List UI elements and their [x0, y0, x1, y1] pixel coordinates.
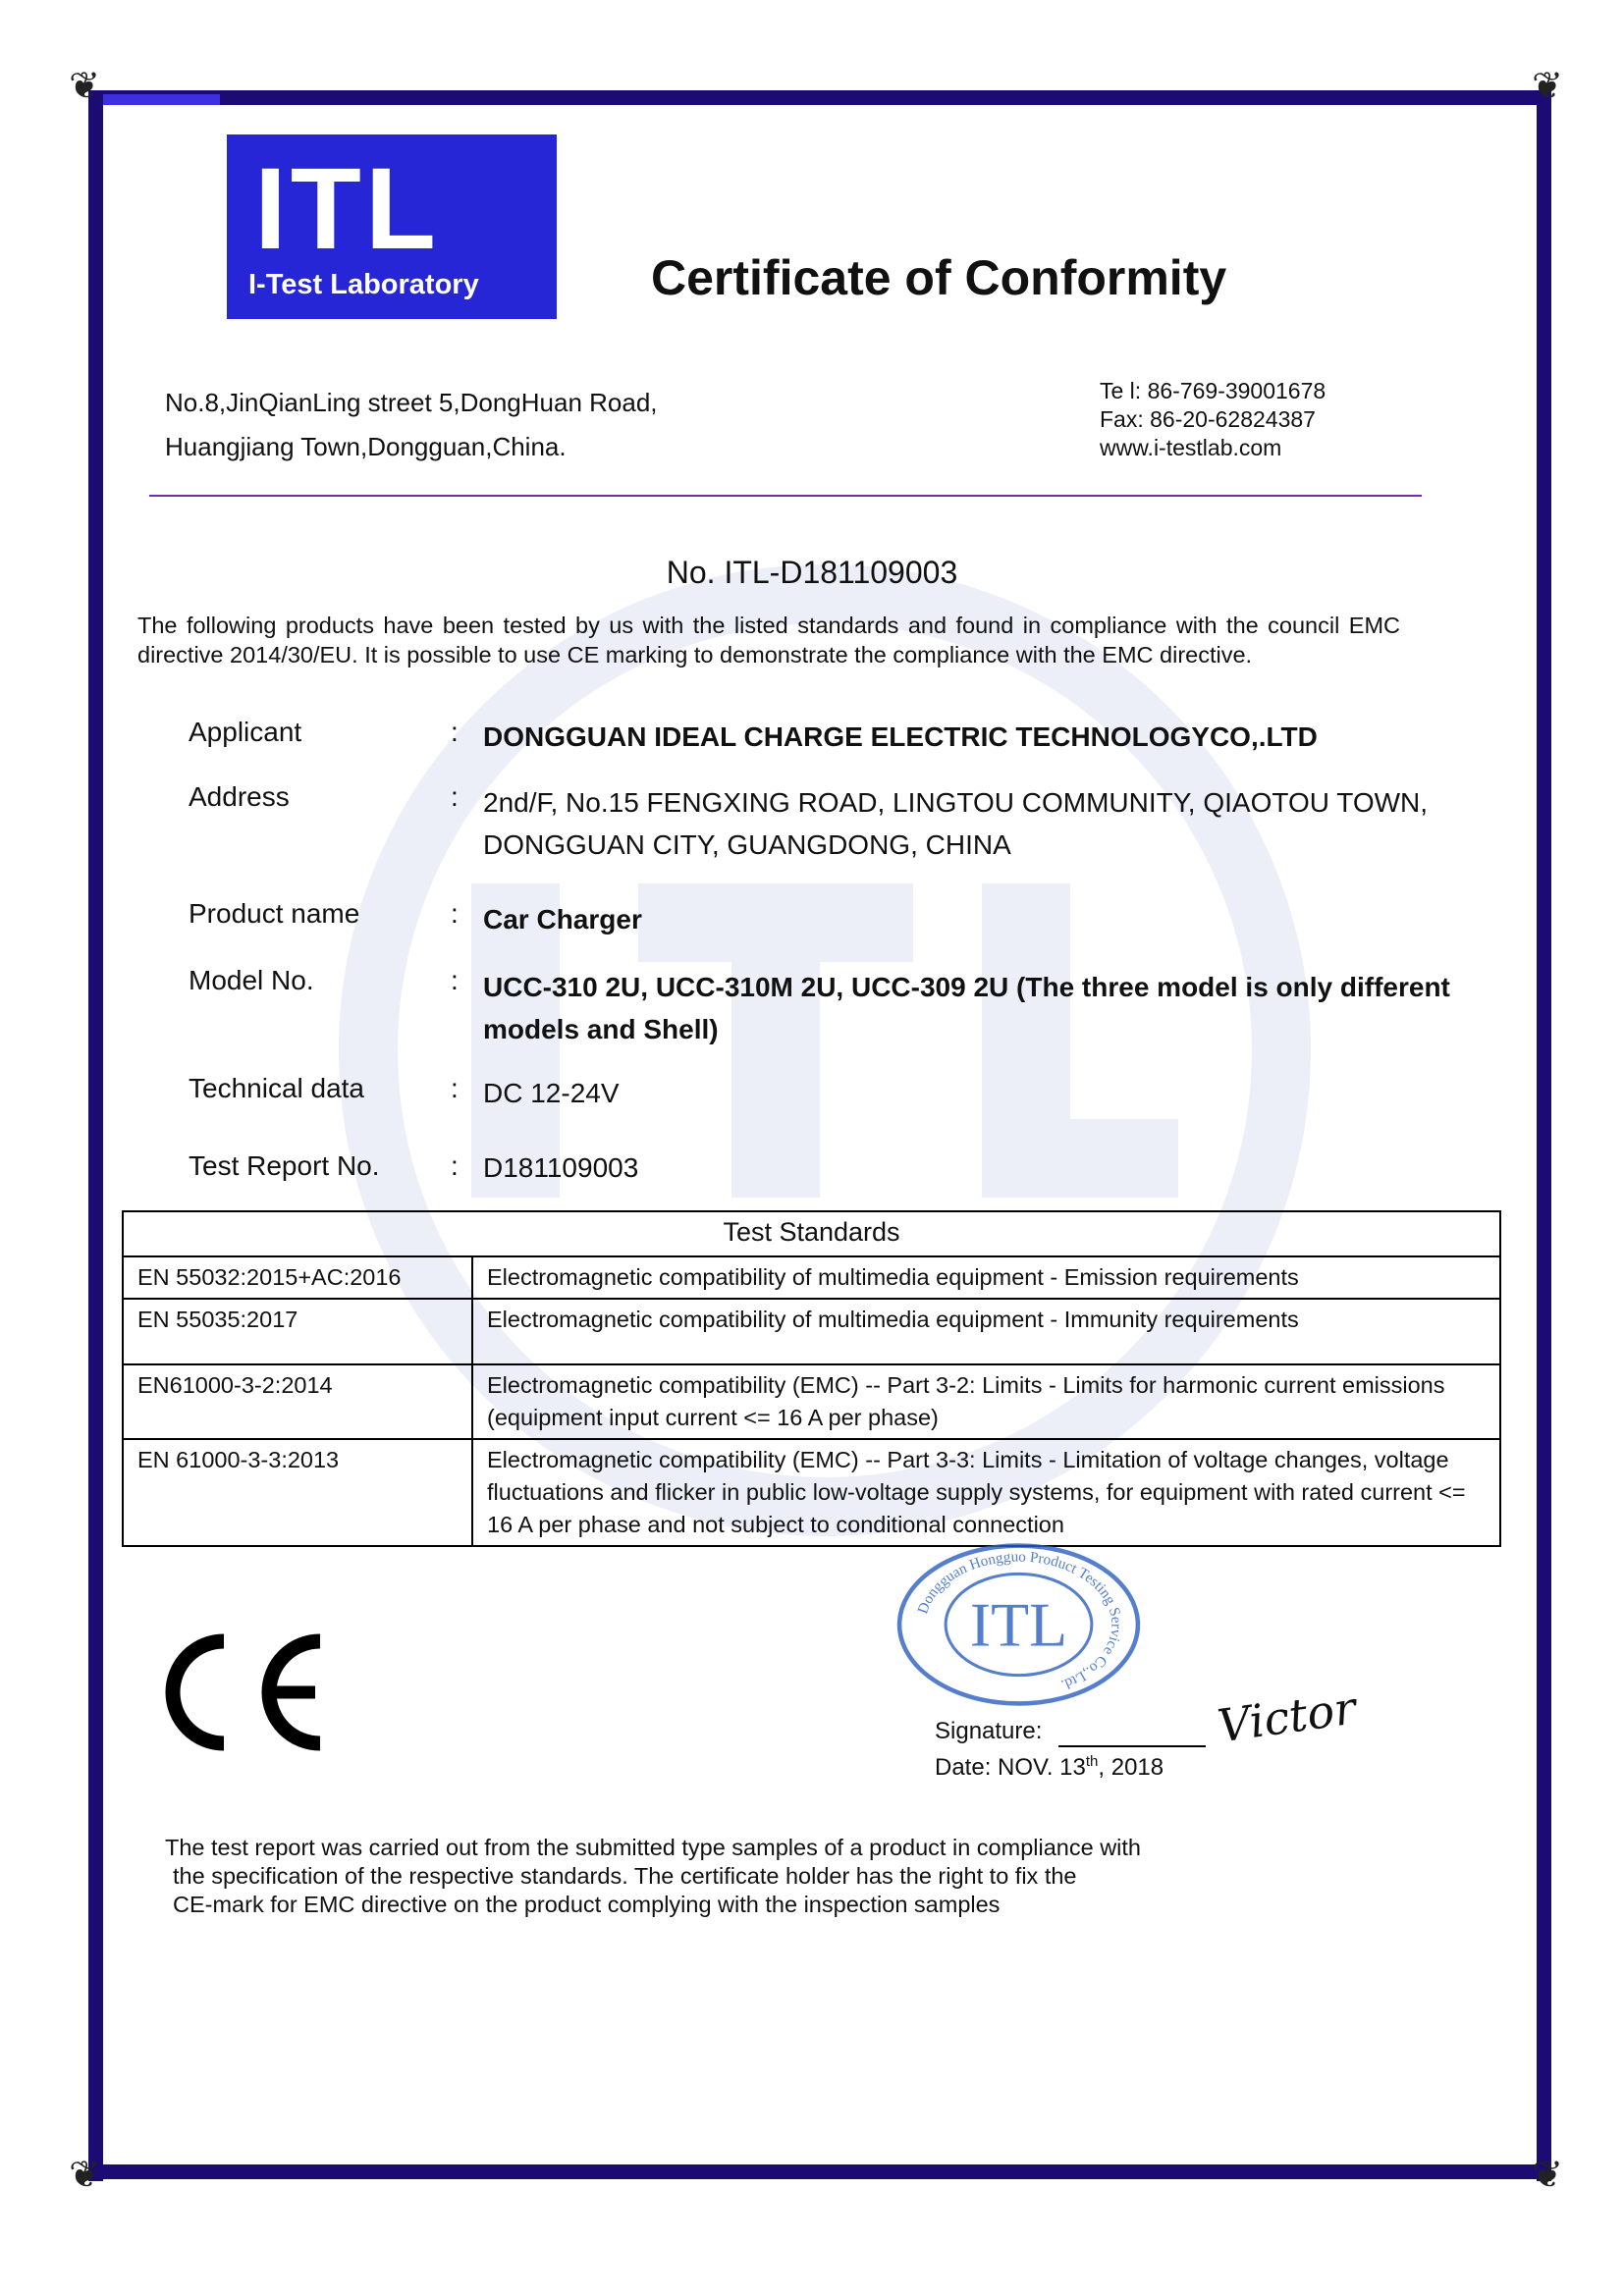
logo-name: I-Test Laboratory — [248, 269, 479, 300]
field-value-technical-data: DC 12-24V — [483, 1078, 620, 1108]
company-stamp — [889, 1541, 1149, 1708]
intro-paragraph: The following products have been tested by us with the listed standards and found in compliance with the council EMC directive 2014/30/EU. It is possible to use CE marking to demonstrate the compliance with the EMC directive. — [137, 613, 1400, 667]
certificate-border-top — [90, 90, 1551, 105]
header-divider — [149, 495, 1422, 497]
certificate-border-accent — [102, 94, 220, 105]
field-value-product-name: Car Charger — [483, 904, 642, 934]
standard-description: Electromagnetic compatibility of multimedia equipment - Emission requirements — [472, 1256, 1500, 1299]
field-label-technical-data: Technical data — [189, 1073, 365, 1103]
logo-mark: ITL — [254, 144, 440, 274]
certificate-border-left — [88, 90, 103, 2181]
lab-phone: Te l: 86-769-39001678 — [1100, 378, 1326, 403]
field-value-test-report-no: D181109003 — [483, 1152, 639, 1183]
field-value-applicant: DONGGUAN IDEAL CHARGE ELECTRIC TECHNOLOGYCO,.LTD — [483, 721, 1318, 752]
certificate-border-bottom — [90, 2164, 1551, 2179]
svg-text:ITL: ITL — [969, 1589, 1068, 1660]
field-value-model-no: UCC-310 2U, UCC-310M 2U, UCC-309 2U (The three model is only different models and Shell) — [483, 972, 1450, 1044]
corner-ornament-icon: ❦ — [69, 66, 100, 107]
standard-code: EN 55035:2017 — [123, 1299, 472, 1364]
field-colon: : — [451, 717, 459, 747]
standard-code: EN 61000-3-3:2013 — [123, 1439, 472, 1546]
ce-mark-icon — [163, 1633, 330, 1751]
table-row — [123, 1299, 1500, 1364]
field-colon: : — [451, 1150, 459, 1181]
date-text: Date: NOV. 13 — [935, 1754, 1086, 1781]
lab-website: www.i-testlab.com — [1100, 435, 1282, 460]
field-label-test-report-no: Test Report No. — [189, 1150, 380, 1181]
table-header: Test Standards — [123, 1211, 1500, 1256]
lab-fax: Fax: 86-20-62824387 — [1100, 406, 1316, 432]
standard-code: EN61000-3-2:2014 — [123, 1364, 472, 1439]
signature-line — [1058, 1745, 1206, 1747]
corner-ornament-icon: ❦ — [1532, 2155, 1563, 2196]
field-label-applicant: Applicant — [189, 717, 302, 747]
lab-address-line-1: No.8,JinQianLing street 5,DongHuan Road, — [165, 388, 658, 417]
date-year: , 2018 — [1098, 1754, 1164, 1781]
field-label-model-no: Model No. — [189, 965, 314, 995]
field-colon: : — [451, 1073, 459, 1103]
itl-logo — [227, 134, 557, 319]
corner-ornament-icon: ❦ — [1532, 66, 1563, 107]
certificate-number: No. ITL-D181109003 — [666, 555, 958, 590]
field-label-product-name: Product name — [189, 898, 360, 929]
footer-line-3: CE-mark for EMC directive on the product complying with the inspection samples — [173, 1892, 1001, 1917]
field-colon: : — [451, 898, 459, 929]
signature-label: Signature: — [935, 1718, 1043, 1744]
table-row — [123, 1256, 1500, 1299]
lab-address-line-2: Huangjiang Town,Dongguan,China. — [165, 432, 567, 461]
handwritten-signature: Victor — [1214, 1681, 1360, 1753]
test-standards-table — [122, 1210, 1501, 1547]
footer-line-2: the specification of the respective standards. The certificate holder has the right to fix the — [173, 1863, 1077, 1889]
standard-description: Electromagnetic compatibility (EMC) -- Part 3-3: Limits - Limitation of voltage changes, voltage fluctuations and flicker in public low-voltage supply systems, for equipment with rated current <= 16 A per phase and not subject to conditional connection — [472, 1439, 1500, 1546]
table-row — [123, 1439, 1500, 1546]
table-row — [123, 1364, 1500, 1439]
signature-date — [935, 1753, 1164, 1782]
field-colon: : — [451, 781, 459, 812]
certificate-border-right — [1537, 90, 1551, 2181]
field-colon: : — [451, 965, 459, 995]
standard-description: Electromagnetic compatibility of multimedia equipment - Immunity requirements — [472, 1299, 1500, 1364]
footer-line-1: The test report was carried out from the submitted type samples of a product in compliance with — [165, 1835, 1141, 1860]
corner-ornament-icon: ❦ — [69, 2155, 100, 2196]
standard-code: EN 55032:2015+AC:2016 — [123, 1256, 472, 1299]
standard-description: Electromagnetic compatibility (EMC) -- Part 3-2: Limits - Limits for harmonic current emissions (equipment input current <= 16 A per phase) — [472, 1364, 1500, 1439]
field-value-address: 2nd/F, No.15 FENGXING ROAD, LINGTOU COMMUNITY, QIAOTOU TOWN, DONGGUAN CITY, GUANGDONG, CHINA — [483, 787, 1429, 860]
svg-text:Dongguan Hongguo Product Testi: Dongguan Hongguo Product Testing Service Co.,Ltd. — [914, 1548, 1125, 1693]
date-superscript: th — [1085, 1753, 1099, 1770]
field-label-address: Address — [189, 781, 290, 812]
page-title: Certificate of Conformity — [651, 250, 1227, 305]
